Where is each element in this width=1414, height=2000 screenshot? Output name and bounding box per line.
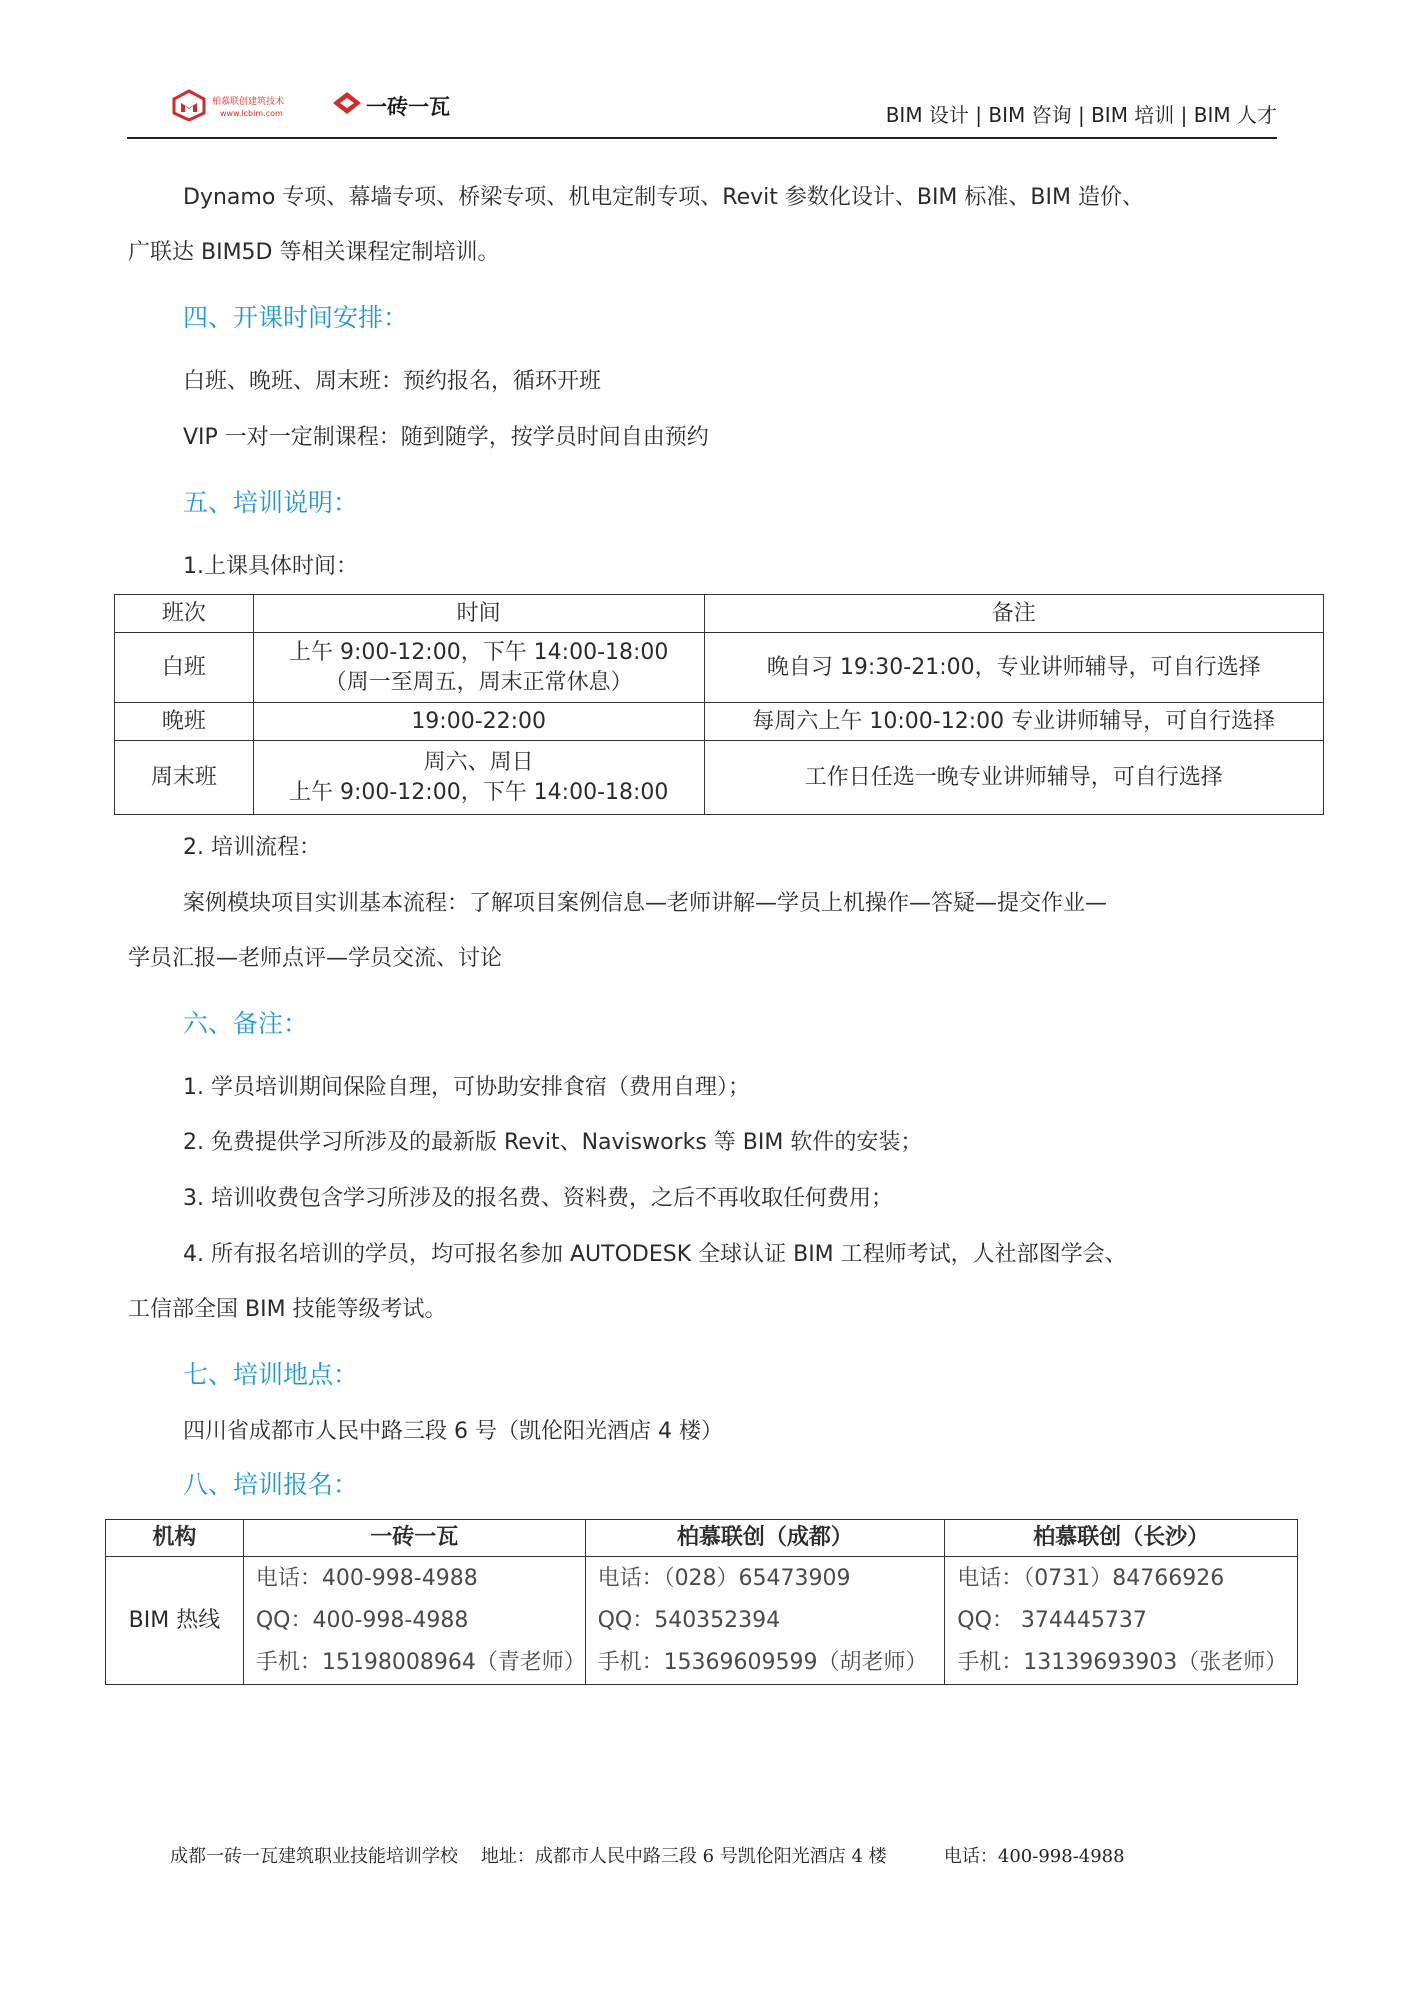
col-header-changsha: 柏慕联创（长沙） bbox=[945, 1520, 1298, 1557]
cube-logo-icon bbox=[172, 89, 206, 121]
time-line: 上午 9:00-12:00，下午 14:00-18:00 bbox=[288, 639, 669, 665]
footer-school: 成都一砖一瓦建筑职业技能培训学校 bbox=[170, 1846, 458, 1867]
time-cell bbox=[253, 633, 704, 703]
section-6-title: 六、备注： bbox=[183, 1009, 309, 1038]
services-tagline: BIM 设计 | BIM 咨询 | BIM 培训 | BIM 人才 bbox=[885, 103, 1277, 127]
col-header-yizhuanyiwa: 一砖一瓦 bbox=[243, 1520, 585, 1557]
page-footer bbox=[170, 1842, 1125, 1868]
time-cell bbox=[253, 741, 704, 815]
training-address: 四川省成都市人民中路三段 6 号（凯伦阳光酒店 4 楼） bbox=[183, 1419, 723, 1444]
note-cell: 工作日任选一晚专业讲师辅导，可自行选择 bbox=[704, 741, 1324, 815]
yizhuanyiwa-logo bbox=[332, 87, 472, 121]
phone-text: 电话：400-998-4988 bbox=[255, 1565, 478, 1591]
table-row bbox=[115, 703, 1324, 741]
time-cell: 19:00-22:00 bbox=[253, 703, 704, 741]
table-row bbox=[115, 741, 1324, 815]
shift-cell: 周末班 bbox=[115, 741, 254, 815]
time-line: （周一至周五，周末正常休息） bbox=[324, 669, 633, 695]
intro-line1: Dynamo 专项、幕墙专项、桥梁专项、机电定制专项、Revit 参数化设计、BIM 标准、BIM 造价、 bbox=[183, 185, 1144, 210]
mobile-text: 手机：13139693903（张老师） bbox=[957, 1649, 1288, 1675]
sec4-line2: VIP 一对一定制课程：随到随学，按学员时间自由预约 bbox=[183, 425, 709, 450]
mobile-text: 手机：15198008964（青老师） bbox=[255, 1649, 586, 1675]
time-line: 上午 9:00-12:00，下午 14:00-18:00 bbox=[288, 779, 669, 805]
note-item-4-cont: 工信部全国 BIM 技能等级考试。 bbox=[128, 1297, 447, 1322]
col-header-shift: 班次 bbox=[115, 595, 254, 633]
phone-text: 电话：（028）65473909 bbox=[597, 1565, 851, 1591]
contact-cell-changsha bbox=[945, 1557, 1298, 1685]
table-row bbox=[106, 1557, 1298, 1685]
flow-line1: 案例模块项目实训基本流程：了解项目案例信息—老师讲解—学员上机操作—答疑—提交作业— bbox=[183, 891, 1108, 916]
section-5-title: 五、培训说明： bbox=[183, 488, 359, 517]
section-4-title: 四、开课时间安排： bbox=[183, 303, 409, 332]
note-cell: 每周六上午 10:00-12:00 专业讲师辅导，可自行选择 bbox=[704, 703, 1324, 741]
registration-header-row bbox=[106, 1520, 1298, 1557]
intro-line2: 广联达 BIM5D 等相关课程定制培训。 bbox=[128, 240, 500, 265]
col-header-chengdu: 柏慕联创（成都） bbox=[585, 1520, 945, 1557]
note-item-4: 4. 所有报名培训的学员，均可报名参加 AUTODESK 全球认证 BIM 工程师考试，人社部图学会、 bbox=[183, 1242, 1127, 1267]
phone-text: 电话：（0731）84766926 bbox=[957, 1565, 1225, 1591]
logo2-text: 一砖一瓦 bbox=[366, 95, 450, 119]
table-row bbox=[115, 633, 1324, 703]
schedule-table bbox=[114, 594, 1324, 815]
col-header-org: 机构 bbox=[106, 1520, 244, 1557]
footer-address: 地址：成都市人民中路三段 6 号凯伦阳光酒店 4 楼 bbox=[480, 1846, 887, 1867]
sec5-sub1: 1.上课具体时间： bbox=[183, 554, 358, 579]
page-header bbox=[127, 85, 1277, 139]
footer-phone: 电话：400-998-4988 bbox=[943, 1846, 1125, 1867]
logo1-line1: 柏慕联创建筑技术 bbox=[212, 97, 285, 107]
qq-text: QQ： 374445737 bbox=[957, 1607, 1147, 1633]
section-7-title: 七、培训地点： bbox=[183, 1360, 359, 1389]
sec5-sub2: 2. 培训流程： bbox=[183, 835, 321, 860]
shift-cell: 白班 bbox=[115, 633, 254, 703]
sec4-line1: 白班、晚班、周末班：预约报名，循环开班 bbox=[183, 369, 602, 394]
shift-cell: 晚班 bbox=[115, 703, 254, 741]
mobile-text: 手机：15369609599（胡老师） bbox=[597, 1649, 928, 1675]
diamond-logo-icon bbox=[332, 91, 362, 115]
section-8-title: 八、培训报名： bbox=[183, 1470, 359, 1499]
flow-line2: 学员汇报—老师点评—学员交流、讨论 bbox=[128, 946, 503, 971]
time-line: 周六、周日 bbox=[423, 749, 534, 775]
qq-text: QQ：540352394 bbox=[597, 1607, 781, 1633]
col-header-note: 备注 bbox=[704, 595, 1324, 633]
note-cell: 晚自习 19:30-21:00，专业讲师辅导，可自行选择 bbox=[704, 633, 1324, 703]
registration-table bbox=[105, 1519, 1298, 1685]
note-item-2: 2. 免费提供学习所涉及的最新版 Revit、Navisworks 等 BIM 软件的安装； bbox=[183, 1130, 923, 1155]
logo1-line2: www.lcbim.com bbox=[220, 109, 283, 118]
contact-cell-yizhuanyiwa bbox=[243, 1557, 585, 1685]
note-item-3: 3. 培训收费包含学习所涉及的报名费、资料费，之后不再收取任何费用； bbox=[183, 1186, 893, 1211]
contact-cell-chengdu bbox=[585, 1557, 945, 1685]
col-header-time: 时间 bbox=[253, 595, 704, 633]
qq-text: QQ：400-998-4988 bbox=[255, 1607, 469, 1633]
row-label-hotline: BIM 热线 bbox=[106, 1557, 244, 1685]
lcbim-logo bbox=[172, 89, 332, 123]
note-item-1: 1. 学员培训期间保险自理，可协助安排食宿（费用自理）； bbox=[183, 1075, 750, 1100]
schedule-header-row bbox=[115, 595, 1324, 633]
